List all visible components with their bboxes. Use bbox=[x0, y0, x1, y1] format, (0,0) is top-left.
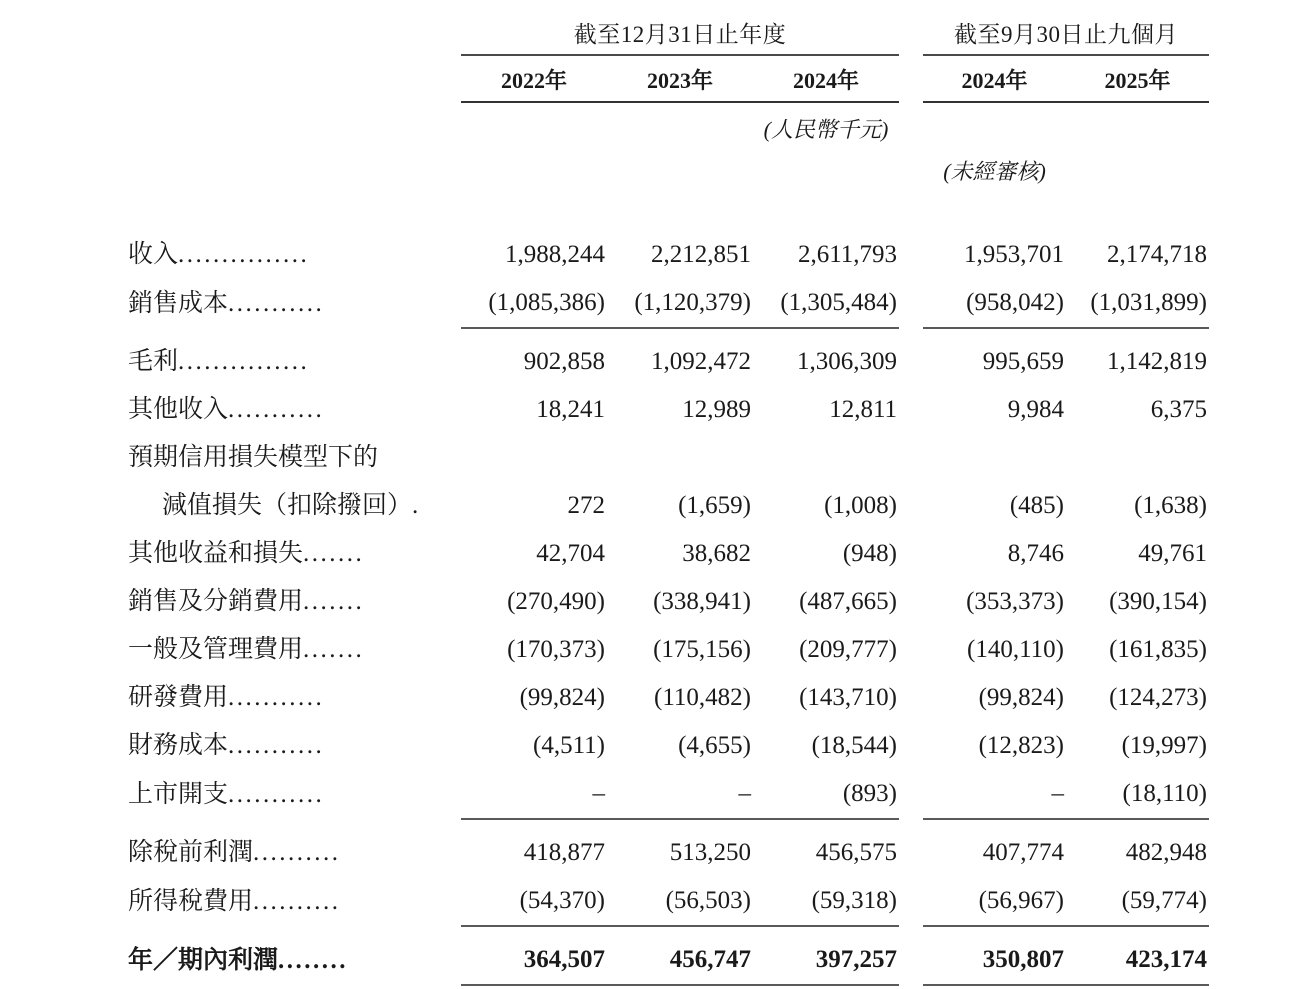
cell-selling-2022: (270,490) bbox=[507, 588, 605, 615]
cell-cost-of-sales-2022: (1,085,386) bbox=[461, 279, 607, 328]
table-row bbox=[128, 328, 1209, 386]
year-header-2025-interim: 2025年 bbox=[1104, 68, 1171, 93]
table-row bbox=[128, 434, 1209, 482]
cell-selling-9m2024: (353,373) bbox=[966, 588, 1065, 615]
row-label-profit-for-period bbox=[128, 926, 461, 985]
table-row bbox=[128, 578, 1209, 626]
row-label-income-tax bbox=[128, 877, 461, 926]
cell-profit-9m2024: 350,807 bbox=[923, 926, 1066, 985]
dot-leader: .......... bbox=[253, 888, 341, 915]
cell-gross-profit-9m2025: 1,142,819 bbox=[1107, 348, 1208, 375]
year-blank-label bbox=[128, 56, 461, 100]
year-header-2022: 2022年 bbox=[500, 68, 567, 93]
cell-selling-9m2025: (390,154) bbox=[1109, 588, 1208, 615]
row-label-text: 所得稅費用 bbox=[128, 888, 254, 915]
dot-leader: ....... bbox=[303, 588, 365, 615]
row-label-finance-costs bbox=[128, 722, 461, 770]
dot-leader: ........... bbox=[228, 396, 325, 423]
cell-admin-2024: (209,777) bbox=[799, 636, 898, 663]
row-label-text: 減值損失（扣除撥回） bbox=[162, 492, 413, 519]
cell-other-gains-2023: 38,682 bbox=[682, 540, 751, 567]
row-label-research-development bbox=[128, 674, 461, 722]
cell-tax-9m2024: (56,967) bbox=[923, 877, 1066, 926]
cell-rnd-2023: (110,482) bbox=[654, 684, 751, 711]
header-group-gap bbox=[899, 18, 923, 54]
cell-admin-2022: (170,373) bbox=[507, 636, 605, 663]
cell-ecl-2023: (1,659) bbox=[678, 492, 751, 519]
header-year-row bbox=[128, 56, 1209, 100]
cell-revenue-9m2024: 1,953,701 bbox=[964, 241, 1065, 268]
year-header-2024-interim: 2024年 bbox=[961, 68, 1028, 93]
header-corner-blank bbox=[128, 18, 461, 54]
cell-finance-9m2024: (12,823) bbox=[978, 732, 1065, 759]
cell-listing-2022: – bbox=[461, 770, 607, 819]
header-body-spacer bbox=[128, 191, 1209, 231]
dot-leader: ........... bbox=[228, 781, 325, 808]
row-label-gross-profit bbox=[128, 328, 461, 386]
cell-other-income-2023: 12,989 bbox=[682, 396, 751, 423]
cell-other-gains-2022: 42,704 bbox=[536, 540, 605, 567]
table-row bbox=[128, 530, 1209, 578]
row-label-text: 銷售成本 bbox=[128, 290, 229, 317]
cell-pbt-9m2025: 482,948 bbox=[1125, 839, 1208, 866]
cell-ecl-2022: 272 bbox=[567, 492, 605, 519]
table-row bbox=[128, 770, 1209, 819]
header-group-row bbox=[128, 18, 1209, 54]
cell-ecl-9m2024: (485) bbox=[1009, 492, 1065, 519]
table-row bbox=[128, 626, 1209, 674]
cell-finance-9m2025: (19,997) bbox=[1121, 732, 1208, 759]
cell-revenue-2023: 2,212,851 bbox=[651, 241, 751, 268]
cell-other-gains-2024: (948) bbox=[842, 540, 898, 567]
cell-rnd-9m2024: (99,824) bbox=[978, 684, 1065, 711]
cell-listing-9m2025: (18,110) bbox=[1066, 770, 1209, 819]
cell-finance-2023: (4,655) bbox=[678, 732, 751, 759]
row-label-text: 除稅前利潤 bbox=[128, 839, 254, 866]
cell-revenue-9m2025: 2,174,718 bbox=[1107, 241, 1208, 268]
table-row bbox=[128, 877, 1209, 926]
cell-admin-9m2025: (161,835) bbox=[1109, 636, 1208, 663]
dot-leader: . bbox=[412, 492, 421, 519]
cell-other-income-2022: 18,241 bbox=[536, 396, 605, 423]
currency-note: (人民幣千元) bbox=[763, 117, 889, 142]
unaudited-note-row bbox=[128, 149, 1209, 191]
cell-profit-9m2025: 423,174 bbox=[1066, 926, 1209, 985]
cell-tax-2023: (56,503) bbox=[607, 877, 753, 926]
cell-pbt-2022: 418,877 bbox=[523, 839, 605, 866]
dot-leader: ....... bbox=[303, 540, 365, 567]
row-label-revenue bbox=[128, 231, 461, 279]
table-row bbox=[128, 674, 1209, 722]
row-label-listing-expenses bbox=[128, 770, 461, 819]
cell-profit-2024: 397,257 bbox=[753, 926, 899, 985]
row-label-other-gains-losses bbox=[128, 530, 461, 578]
cell-profit-2023: 456,747 bbox=[607, 926, 753, 985]
unaudited-note: (未經審核) bbox=[943, 159, 1046, 184]
dot-leader: ............... bbox=[178, 241, 310, 268]
cell-selling-2024: (487,665) bbox=[799, 588, 898, 615]
dot-leader: ........... bbox=[228, 290, 325, 317]
row-label-selling-distribution bbox=[128, 578, 461, 626]
cell-tax-2022: (54,370) bbox=[461, 877, 607, 926]
row-label-text: 其他收益和損失 bbox=[128, 540, 304, 567]
cell-listing-9m2024: – bbox=[923, 770, 1066, 819]
row-label-other-income bbox=[128, 386, 461, 434]
header-group-annual: 截至12月31日止年度 bbox=[573, 22, 787, 47]
dot-leader: .......... bbox=[253, 839, 341, 866]
row-label-ecl-impairment bbox=[128, 482, 461, 530]
row-label-text: 年／期內利潤 bbox=[128, 947, 279, 974]
row-label-profit-before-tax bbox=[128, 819, 461, 877]
year-header-2024-annual: 2024年 bbox=[793, 68, 860, 93]
row-label-text: 收入 bbox=[128, 241, 179, 268]
row-label-cost-of-sales bbox=[128, 279, 461, 328]
cell-tax-2024: (59,318) bbox=[753, 877, 899, 926]
cell-pbt-2024: 456,575 bbox=[815, 839, 898, 866]
cell-admin-9m2024: (140,110) bbox=[967, 636, 1065, 663]
income-statement-table bbox=[128, 18, 1209, 986]
cell-other-gains-9m2025: 49,761 bbox=[1138, 540, 1208, 567]
cell-gross-profit-2022: 902,858 bbox=[523, 348, 605, 375]
cell-ecl-2024: (1,008) bbox=[824, 492, 898, 519]
dot-leader: ........... bbox=[228, 732, 325, 759]
header-group-nine-months: 截至9月30日止九個月 bbox=[954, 22, 1179, 47]
table-row bbox=[128, 722, 1209, 770]
cell-selling-2023: (338,941) bbox=[653, 588, 751, 615]
table-row bbox=[128, 231, 1209, 279]
cell-cost-of-sales-2023: (1,120,379) bbox=[607, 279, 753, 328]
row-label-ecl-line1: 預期信用損失模型下的 bbox=[128, 444, 379, 471]
cell-other-income-2024: 12,811 bbox=[829, 396, 898, 423]
dot-leader: ....... bbox=[303, 636, 365, 663]
cell-cost-of-sales-9m2024: (958,042) bbox=[923, 279, 1066, 328]
cell-cost-of-sales-2024: (1,305,484) bbox=[753, 279, 899, 328]
currency-note-row bbox=[128, 103, 1209, 149]
row-label-admin bbox=[128, 626, 461, 674]
row-label-text: 銷售及分銷費用 bbox=[128, 588, 304, 615]
table-row bbox=[128, 926, 1209, 985]
cell-ecl-9m2025: (1,638) bbox=[1134, 492, 1208, 519]
table-row bbox=[128, 386, 1209, 434]
cell-pbt-9m2024: 407,774 bbox=[982, 839, 1065, 866]
cell-other-gains-9m2024: 8,746 bbox=[1007, 540, 1065, 567]
cell-revenue-2024: 2,611,793 bbox=[797, 241, 898, 268]
table-row bbox=[128, 279, 1209, 328]
cell-profit-2022: 364,507 bbox=[461, 926, 607, 985]
dot-leader: ........ bbox=[278, 947, 349, 974]
cell-tax-9m2025: (59,774) bbox=[1066, 877, 1209, 926]
dot-leader: ............... bbox=[178, 348, 310, 375]
cell-pbt-2023: 513,250 bbox=[669, 839, 751, 866]
row-label-text: 一般及管理費用 bbox=[128, 636, 304, 663]
cell-finance-2024: (18,544) bbox=[811, 732, 898, 759]
cell-gross-profit-9m2024: 995,659 bbox=[982, 348, 1065, 375]
table-row bbox=[128, 819, 1209, 877]
dot-leader: ........... bbox=[228, 684, 325, 711]
table-row bbox=[128, 482, 1209, 530]
cell-listing-2023: – bbox=[607, 770, 753, 819]
row-label-text: 毛利 bbox=[128, 348, 179, 375]
cell-gross-profit-2023: 1,092,472 bbox=[651, 348, 751, 375]
row-label-text: 財務成本 bbox=[128, 732, 229, 759]
cell-rnd-9m2025: (124,273) bbox=[1109, 684, 1208, 711]
row-label-text: 研發費用 bbox=[128, 684, 229, 711]
cell-admin-2023: (175,156) bbox=[653, 636, 751, 663]
cell-finance-2022: (4,511) bbox=[533, 732, 605, 759]
cell-other-income-9m2025: 6,375 bbox=[1150, 396, 1208, 423]
year-header-2023: 2023年 bbox=[646, 68, 713, 93]
cell-rnd-2024: (143,710) bbox=[799, 684, 898, 711]
cell-cost-of-sales-9m2025: (1,031,899) bbox=[1066, 279, 1209, 328]
cell-revenue-2022: 1,988,244 bbox=[505, 241, 605, 268]
cell-rnd-2022: (99,824) bbox=[519, 684, 605, 711]
row-label-text: 其他收入 bbox=[128, 396, 229, 423]
cell-listing-2024: (893) bbox=[753, 770, 899, 819]
year-gap bbox=[899, 56, 923, 100]
cell-other-income-9m2024: 9,984 bbox=[1007, 396, 1065, 423]
row-label-text: 上市開支 bbox=[128, 781, 229, 808]
cell-gross-profit-2024: 1,306,309 bbox=[797, 348, 898, 375]
